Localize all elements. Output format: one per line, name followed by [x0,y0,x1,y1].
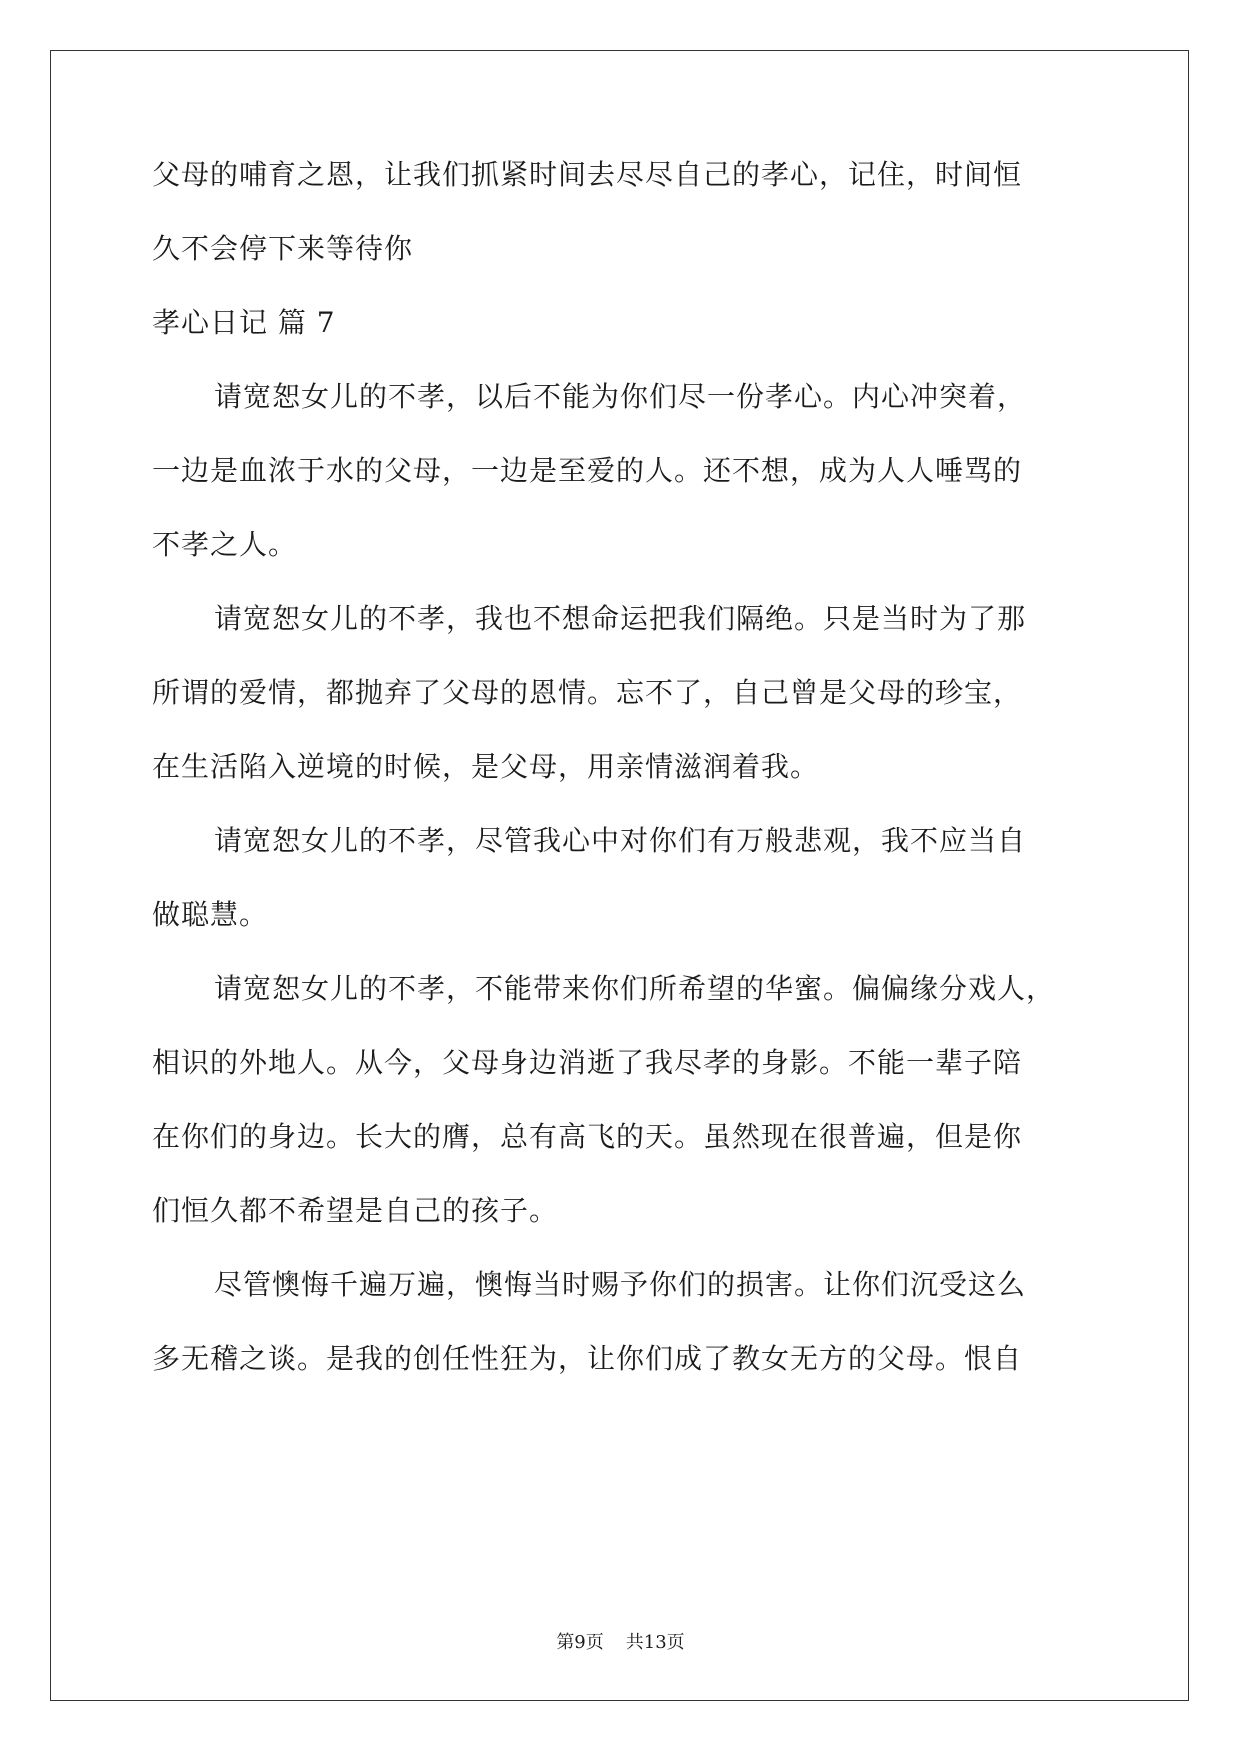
text-line: 做聪慧。 [152,898,269,931]
text-line: 们恒久都不希望是自己的孩子。 [152,1194,559,1227]
section-heading: 孝心日记 篇 7 [152,306,336,339]
paragraph-start: 请宽恕女儿的不孝，以后不能为你们尽一份孝心。内心冲突着， [214,380,1027,413]
paragraph-start: 请宽恕女儿的不孝，尽管我心中对你们有万般悲观，我不应当自 [214,824,1027,857]
page-footer [0,1632,1241,1654]
document-body [152,158,1092,1416]
page-total: 共13页 [625,1632,685,1653]
text-line: 多无稽之谈。是我的创任性狂为，让你们成了教女无方的父母。恨自 [152,1342,1023,1375]
paragraph-start: 请宽恕女儿的不孝，我也不想命运把我们隔绝。只是当时为了那 [214,602,1027,635]
text-line: 不孝之人。 [152,528,298,561]
text-line: 久不会停下来等待你 [152,232,414,265]
text-line: 所谓的爱情，都抛弃了父母的恩情。忘不了，自己曾是父母的珍宝， [152,676,1023,709]
text-line: 在你们的身边。长大的膺，总有高飞的天。虽然现在很普遍，但是你 [152,1120,1023,1153]
paragraph-start: 请宽恕女儿的不孝，不能带来你们所希望的华蜜。偏偏缘分戏人， [214,972,1056,1005]
text-line: 相识的外地人。从今，父母身边消逝了我尽孝的身影。不能一辈子陪 [152,1046,1023,1079]
text-line: 在生活陷入逆境的时候，是父母，用亲情滋润着我。 [152,750,820,783]
paragraph-start: 尽管懊悔千遍万遍，懊悔当时赐予你们的损害。让你们沉受这么 [214,1268,1027,1301]
text-line: 一边是血浓于水的父母，一边是至爱的人。还不想，成为人人唾骂的 [152,454,1023,487]
text-line: 父母的哺育之恩，让我们抓紧时间去尽尽自己的孝心，记住，时间恒 [152,158,1023,191]
page-number: 第9页 [556,1632,604,1653]
